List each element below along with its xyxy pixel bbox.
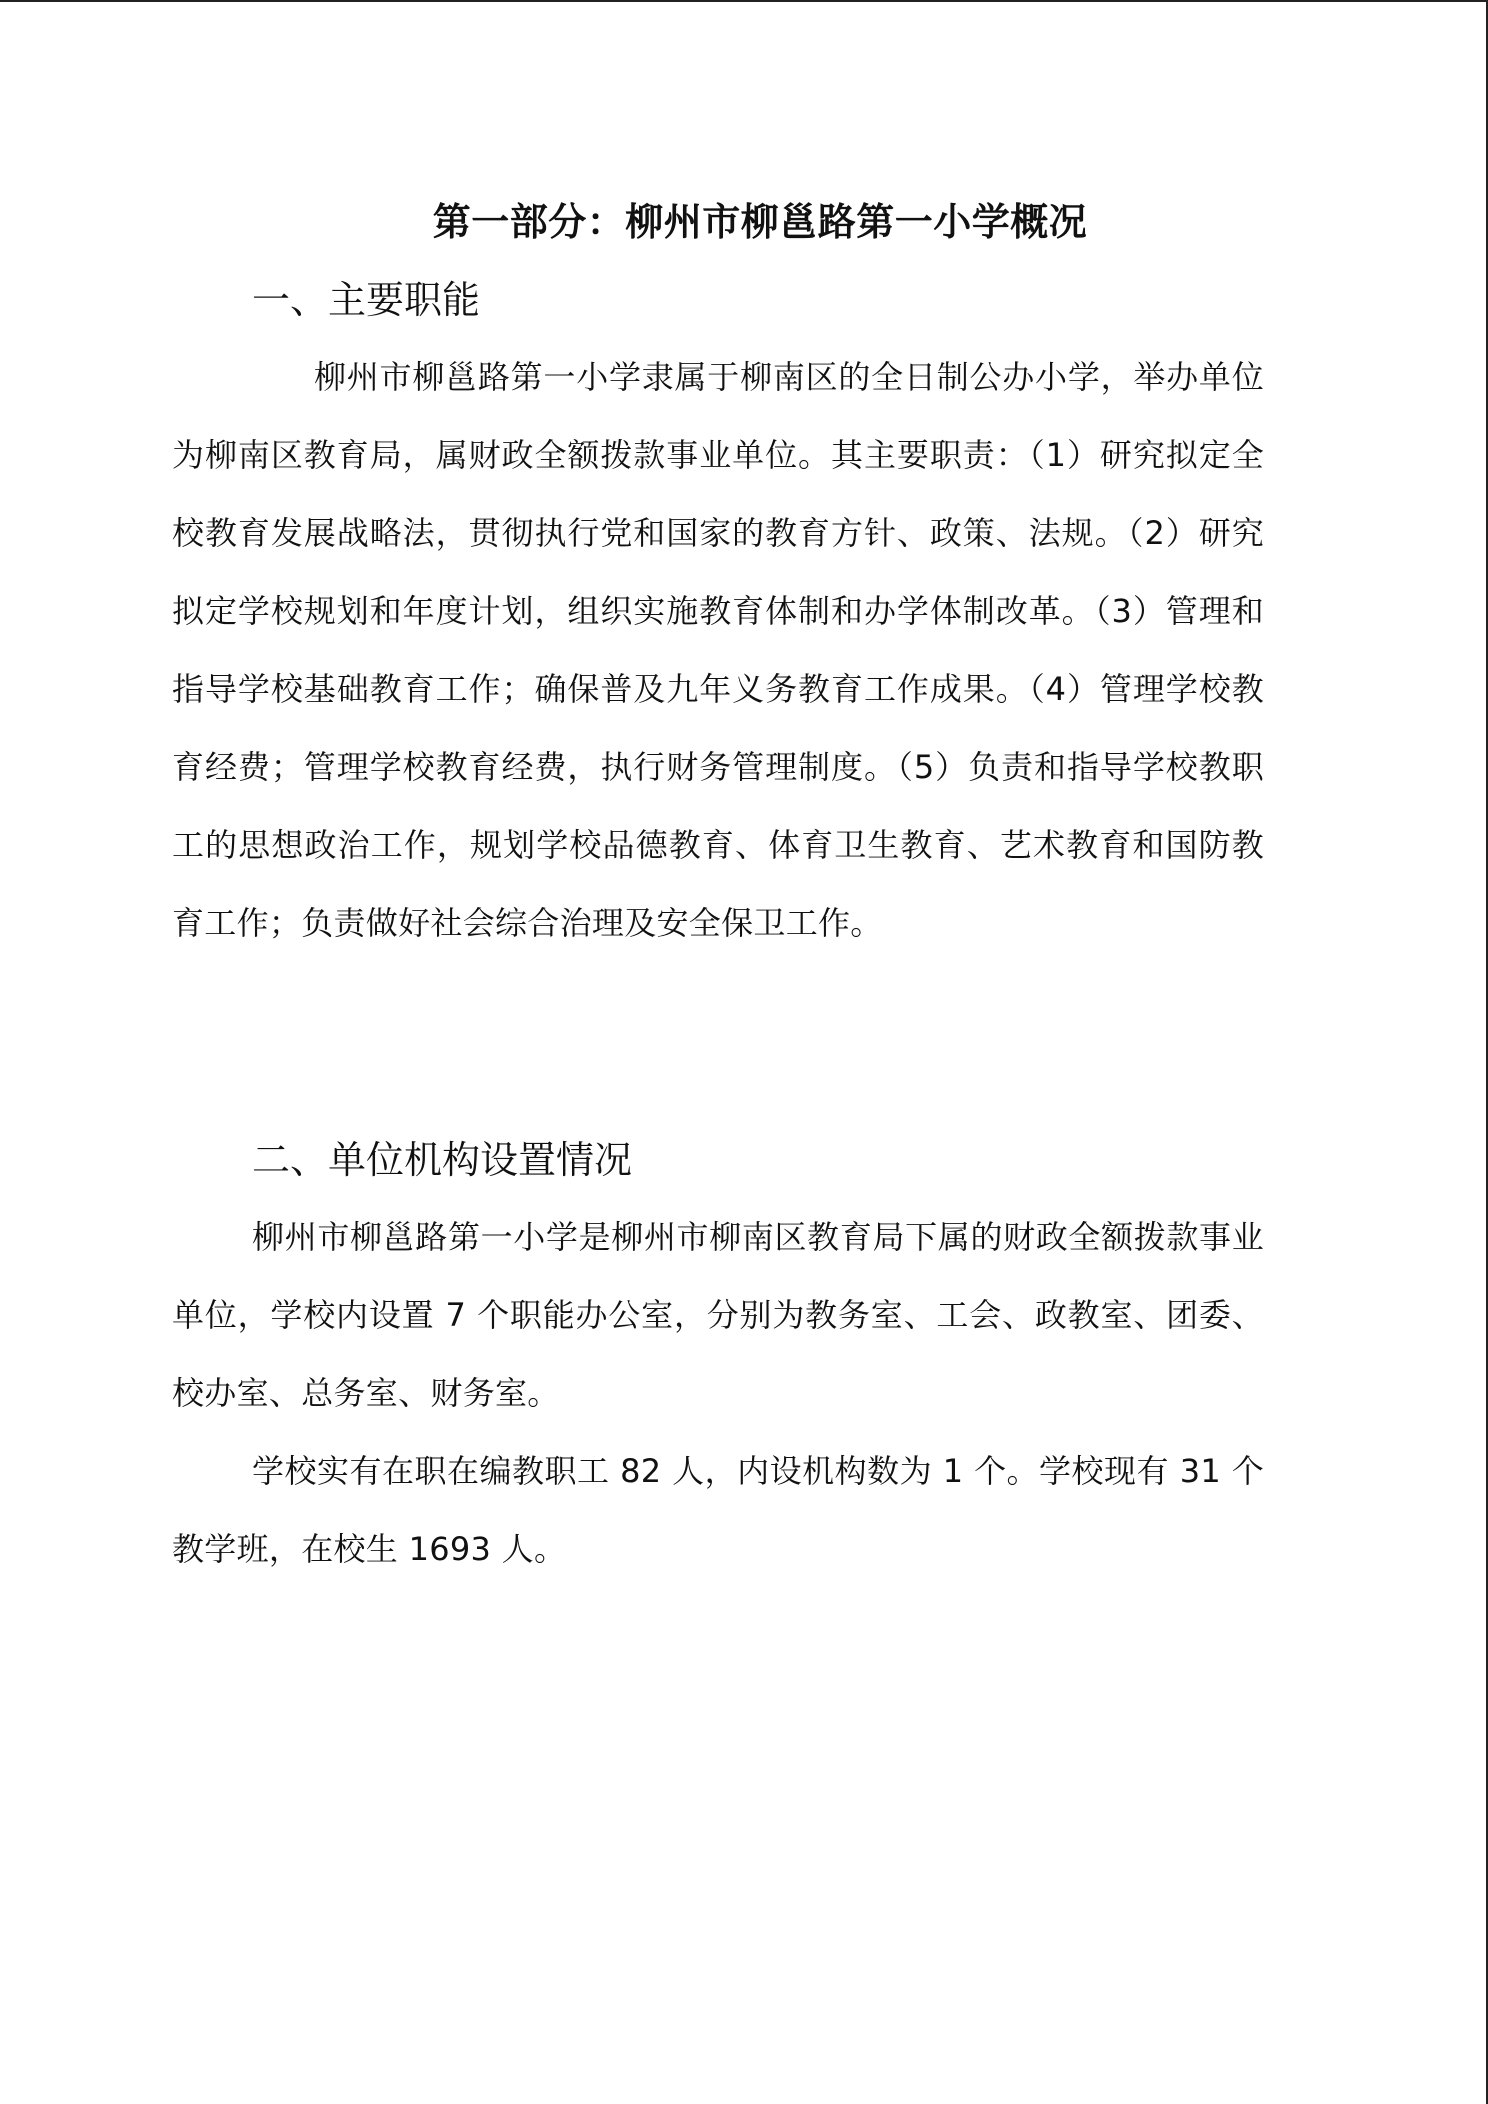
org-structure-paragraph: 柳州市柳邕路第一小学是柳州市柳南区教育局下属的财政全额拨款事业单位，学校内设置 7 个职能办公室，分别为教务室、工会、政教室、团委、校办室、总务室、财务室。 <box>172 1218 1264 1412</box>
section-heading-org-structure: 二、单位机构设置情况 <box>252 1138 633 1182</box>
main-functions-paragraph: 柳州市柳邕路第一小学隶属于柳南区的全日制公办小学，举办单位为柳南区教育局，属财政全额拨款事业单位。其主要职责：（1）研究拟定全校教育发展战略法，贯彻执行党和国家的教育方针、政策、法规。（2）研究拟定学校规划和年度计划，组织实施教育体制和办学体制改革。（3）管理和指导学校基础教育工作；确保普及九年义务教育工作成果。（4）管理学校教育经费；管理学校教育经费，执行财务管理制度。（5）负责和指导学校教职工的思想政治工作，规划学校品德教育、体育卫生教育、艺术教育和国防教育工作；负责做好社会综合治理及安全保卫工作。 <box>172 358 1264 942</box>
document-title: 第一部分：柳州市柳邕路第一小学概况 <box>432 200 1088 244</box>
section-heading-main-functions: 一、主要职能 <box>252 278 481 322</box>
staff-statistics-paragraph: 学校实有在职在编教职工 82 人，内设机构数为 1 个。学校现有 31 个教学班，在校生 1693 人。 <box>172 1452 1264 1568</box>
